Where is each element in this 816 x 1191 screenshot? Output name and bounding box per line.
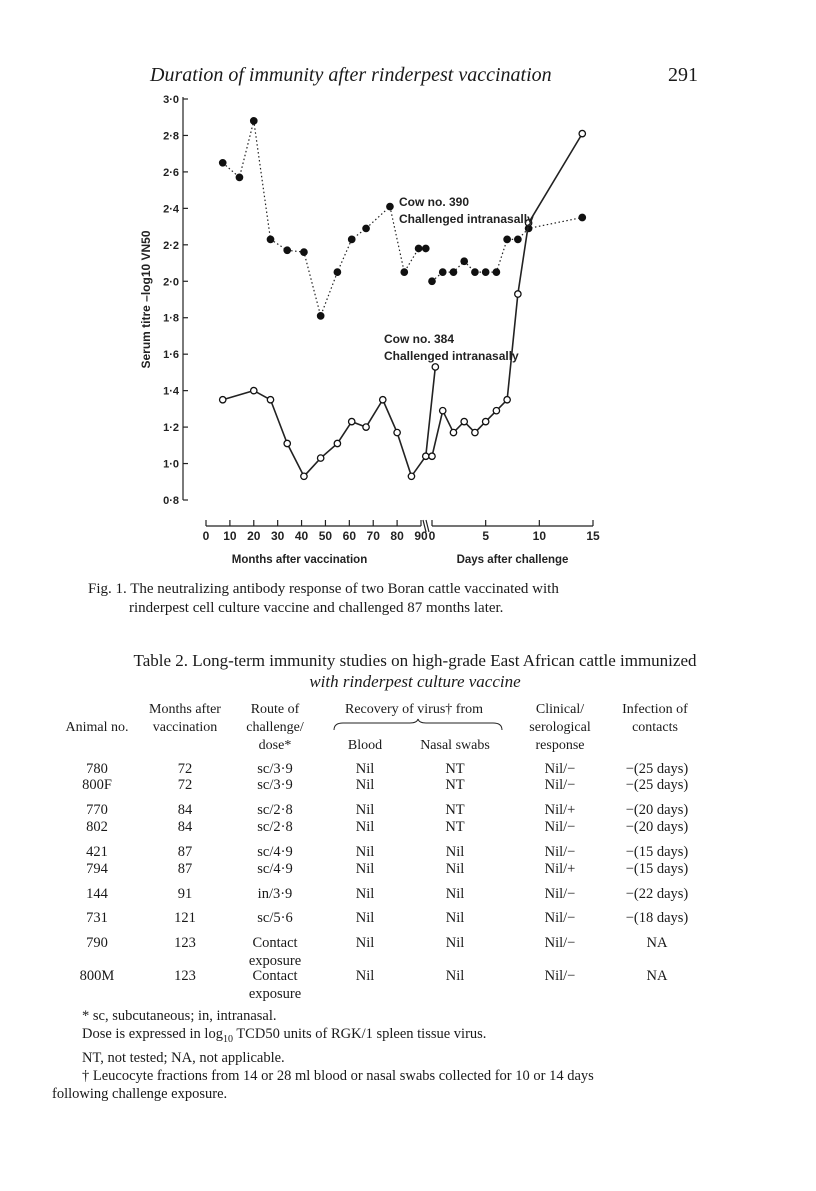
data-point: [267, 236, 273, 242]
cell-months: 87: [177, 861, 193, 877]
x-tick-label: 30: [270, 529, 285, 543]
series-cow-384: [220, 130, 586, 479]
data-point: [440, 269, 446, 275]
x-axis-label-days: Days after challenge: [456, 554, 569, 566]
footnote-dagger-2: following challenge exposure.: [52, 1085, 228, 1102]
data-point: [493, 269, 499, 275]
cell-route: sc/4·9: [257, 861, 293, 877]
cell-route: sc/2·8: [257, 802, 293, 818]
header-infection: Infection of contacts: [622, 702, 688, 735]
figure-caption-line1: Fig. 1. The neutralizing antibody response of two Boran cattle vaccinated with: [88, 581, 559, 597]
data-point: [429, 453, 435, 459]
series-label: Cow no. 390: [399, 195, 470, 209]
data-point: [349, 418, 355, 424]
cell-months: 84: [177, 802, 193, 818]
cell-infection: NA: [646, 968, 668, 984]
x-tick-label: 5: [482, 529, 490, 543]
cell-blood: Nil: [355, 761, 375, 777]
cell-nasal: NT: [445, 819, 465, 835]
series-annotation: Challenged intranasally: [399, 212, 534, 226]
running-header: [0, 64, 816, 94]
cell-blood: Nil: [355, 968, 375, 984]
header-route: Route of challenge/ dose*: [246, 702, 304, 753]
cell-blood: Nil: [355, 861, 375, 877]
cell-nasal: Nil: [445, 861, 465, 877]
footnote-dose: Dose is expressed in $\log_{10} TCD50$ units of RGK/1 spleen tissue virus.: [82, 1026, 487, 1045]
cell-blood: Nil: [355, 910, 375, 926]
data-point: [380, 397, 386, 403]
cell-clinical: Nil/−: [544, 935, 576, 951]
cell-nasal: NT: [445, 777, 465, 793]
cell-animal: 800M: [79, 968, 115, 984]
antibody-response-chart: [0, 95, 816, 575]
cell-months: 123: [174, 935, 196, 951]
table-footnotes: [52, 1007, 772, 1103]
data-point: [301, 249, 307, 255]
recovery-brace: [333, 718, 503, 732]
header-months: Months after vaccination: [149, 702, 221, 735]
x-tick-label: 10: [223, 529, 237, 543]
y-tick-label: 1·8: [163, 312, 179, 325]
cell-animal: 794: [86, 861, 108, 877]
x-tick-label: 60: [342, 529, 357, 543]
data-point: [432, 364, 438, 370]
data-point: [236, 174, 242, 180]
y-tick-label: 1·0: [163, 458, 179, 471]
data-point: [301, 473, 307, 479]
x-tick-label: 0: [202, 529, 210, 543]
cell-infection: −(18 days): [625, 910, 689, 926]
cell-infection: −(22 days): [625, 886, 689, 902]
data-point: [415, 245, 421, 251]
cell-animal: 144: [86, 886, 108, 902]
cell-infection: −(25 days): [625, 777, 689, 793]
y-tick-label: 3·0: [163, 95, 179, 106]
series-annotation: Challenged intranasally: [384, 349, 519, 363]
header-blood: Blood: [347, 738, 383, 753]
cell-route: sc/4·9: [257, 844, 293, 860]
x-tick-label: 50: [318, 529, 333, 543]
cell-blood: Nil: [355, 844, 375, 860]
footnote-na: NT, not tested; NA, not applicable.: [82, 1049, 285, 1066]
data-point: [251, 118, 257, 124]
data-point: [363, 225, 369, 231]
running-title: Duration of immunity after rinderpest vaccination: [150, 64, 552, 86]
figure-caption-line2: rinderpest cell culture vaccine and challenged 87 months later.: [129, 600, 504, 616]
cell-animal: 802: [86, 819, 108, 835]
cell-animal: 421: [86, 844, 108, 860]
cell-route: sc/2·8: [257, 819, 293, 835]
cell-blood: Nil: [355, 886, 375, 902]
cell-clinical: Nil/+: [544, 802, 576, 818]
figure-caption: [88, 580, 728, 618]
cell-infection: −(25 days): [625, 761, 689, 777]
data-point: [284, 440, 290, 446]
data-point: [504, 236, 510, 242]
series-label: Cow no. 384: [384, 332, 455, 346]
x-tick-label: 90: [414, 529, 428, 543]
x-axis-label-months: Months after vaccination: [231, 554, 368, 566]
cell-clinical: Nil/−: [544, 819, 576, 835]
cell-clinical: Nil/−: [544, 761, 576, 777]
y-tick-label: 1·2: [163, 422, 179, 435]
y-tick-label: 2·4: [163, 203, 179, 216]
cell-route: sc/3·9: [257, 777, 293, 793]
cell-infection: −(15 days): [625, 844, 689, 860]
cell-months: 123: [174, 968, 196, 984]
header-nasal: Nasal swabs: [420, 738, 490, 753]
data-point: [579, 214, 585, 220]
x-tick-label: 15: [586, 529, 600, 543]
data-point: [493, 407, 499, 413]
cell-months: 72: [177, 761, 193, 777]
cell-nasal: Nil: [445, 935, 465, 951]
x-tick-label: 80: [390, 529, 404, 543]
cell-blood: Nil: [355, 777, 375, 793]
data-point: [450, 269, 456, 275]
table-caption-line2: with rinderpest culture vaccine: [309, 672, 521, 691]
data-point: [482, 269, 488, 275]
x-tick-label: 20: [247, 529, 261, 543]
table-caption: [50, 650, 780, 692]
cell-route: sc/5·6: [257, 910, 293, 926]
data-point: [408, 473, 414, 479]
cell-route: Contact exposure: [248, 968, 302, 1002]
data-point: [267, 397, 273, 403]
footnote-dagger-1: † Leucocyte fractions from 14 or 28 ml blood or nasal swabs collected for 10 or 14 days: [82, 1067, 594, 1084]
cell-months: 72: [177, 777, 193, 793]
data-point: [349, 236, 355, 242]
x-tick-label: 70: [366, 529, 380, 543]
data-point: [394, 429, 400, 435]
cell-blood: Nil: [355, 802, 375, 818]
cell-animal: 800F: [82, 777, 112, 793]
x-tick-label: 0: [428, 529, 436, 543]
cell-clinical: Nil/+: [544, 861, 576, 877]
header-clinical: Clinical/ serological response: [529, 702, 591, 753]
series-line: [223, 121, 426, 316]
cell-route: Contact exposure: [248, 935, 302, 969]
x-tick-label: 40: [294, 529, 309, 543]
y-tick-label: 2·8: [163, 130, 179, 143]
data-point: [482, 418, 488, 424]
data-point: [334, 440, 340, 446]
footnote-abbrev: * sc, subcutaneous; in, intranasal.: [82, 1008, 277, 1024]
data-point: [401, 269, 407, 275]
x-tick-label: 10: [532, 529, 547, 543]
cell-nasal: Nil: [445, 886, 465, 902]
data-point: [515, 291, 521, 297]
cell-blood: Nil: [355, 819, 375, 835]
cell-animal: 790: [86, 935, 108, 951]
table-caption-line1: Table 2. Long-term immunity studies on high-grade East African cattle immunized: [133, 651, 697, 670]
series-line: [432, 134, 582, 457]
data-point: [440, 407, 446, 413]
data-point: [317, 455, 323, 461]
y-tick-label: 2·6: [163, 166, 179, 179]
data-point: [363, 424, 369, 430]
data-point: [504, 397, 510, 403]
data-point: [450, 429, 456, 435]
data-point: [334, 269, 340, 275]
cell-animal: 731: [86, 910, 108, 926]
y-tick-label: 2·2: [163, 239, 179, 252]
header-recovery: Recovery of virus† from: [344, 702, 484, 717]
cell-nasal: NT: [445, 802, 465, 818]
cell-nasal: Nil: [445, 968, 465, 984]
cell-clinical: Nil/−: [544, 910, 576, 926]
y-tick-label: 2·0: [163, 276, 179, 289]
data-point: [472, 269, 478, 275]
cell-infection: −(20 days): [625, 802, 689, 818]
data-point: [251, 387, 257, 393]
cell-months: 84: [177, 819, 193, 835]
y-tick-label: 1·4: [163, 385, 179, 398]
cell-nasal: Nil: [445, 910, 465, 926]
y-tick-label: 1·6: [163, 349, 179, 362]
cell-clinical: Nil/−: [544, 886, 576, 902]
cell-animal: 780: [86, 761, 108, 777]
cell-months: 91: [177, 886, 193, 902]
series-line: [223, 367, 436, 476]
y-axis-label: Serum titre –log10 VN50: [139, 230, 153, 369]
data-point: [317, 313, 323, 319]
page-number: 291: [668, 64, 698, 86]
data-point: [284, 247, 290, 253]
data-point: [220, 397, 226, 403]
cell-animal: 770: [86, 802, 108, 818]
data-point: [461, 418, 467, 424]
y-tick-label: 0·8: [163, 495, 179, 507]
data-point: [423, 453, 429, 459]
cell-months: 87: [177, 844, 193, 860]
cell-route: sc/3·9: [257, 761, 293, 777]
data-point: [220, 160, 226, 166]
cell-infection: NA: [646, 935, 668, 951]
cell-infection: −(15 days): [625, 861, 689, 877]
data-point: [461, 258, 467, 264]
cell-nasal: NT: [445, 761, 465, 777]
header-animal: Animal no.: [65, 720, 129, 735]
cell-blood: Nil: [355, 935, 375, 951]
cell-clinical: Nil/−: [544, 968, 576, 984]
data-point: [579, 130, 585, 136]
data-point: [387, 203, 393, 209]
cell-infection: −(20 days): [625, 819, 689, 835]
data-point: [429, 278, 435, 284]
data-point: [515, 236, 521, 242]
cell-route: in/3·9: [257, 886, 293, 902]
cell-nasal: Nil: [445, 844, 465, 860]
cell-clinical: Nil/−: [544, 777, 576, 793]
data-point: [423, 245, 429, 251]
data-point: [472, 429, 478, 435]
cell-clinical: Nil/−: [544, 844, 576, 860]
cell-months: 121: [174, 910, 196, 926]
